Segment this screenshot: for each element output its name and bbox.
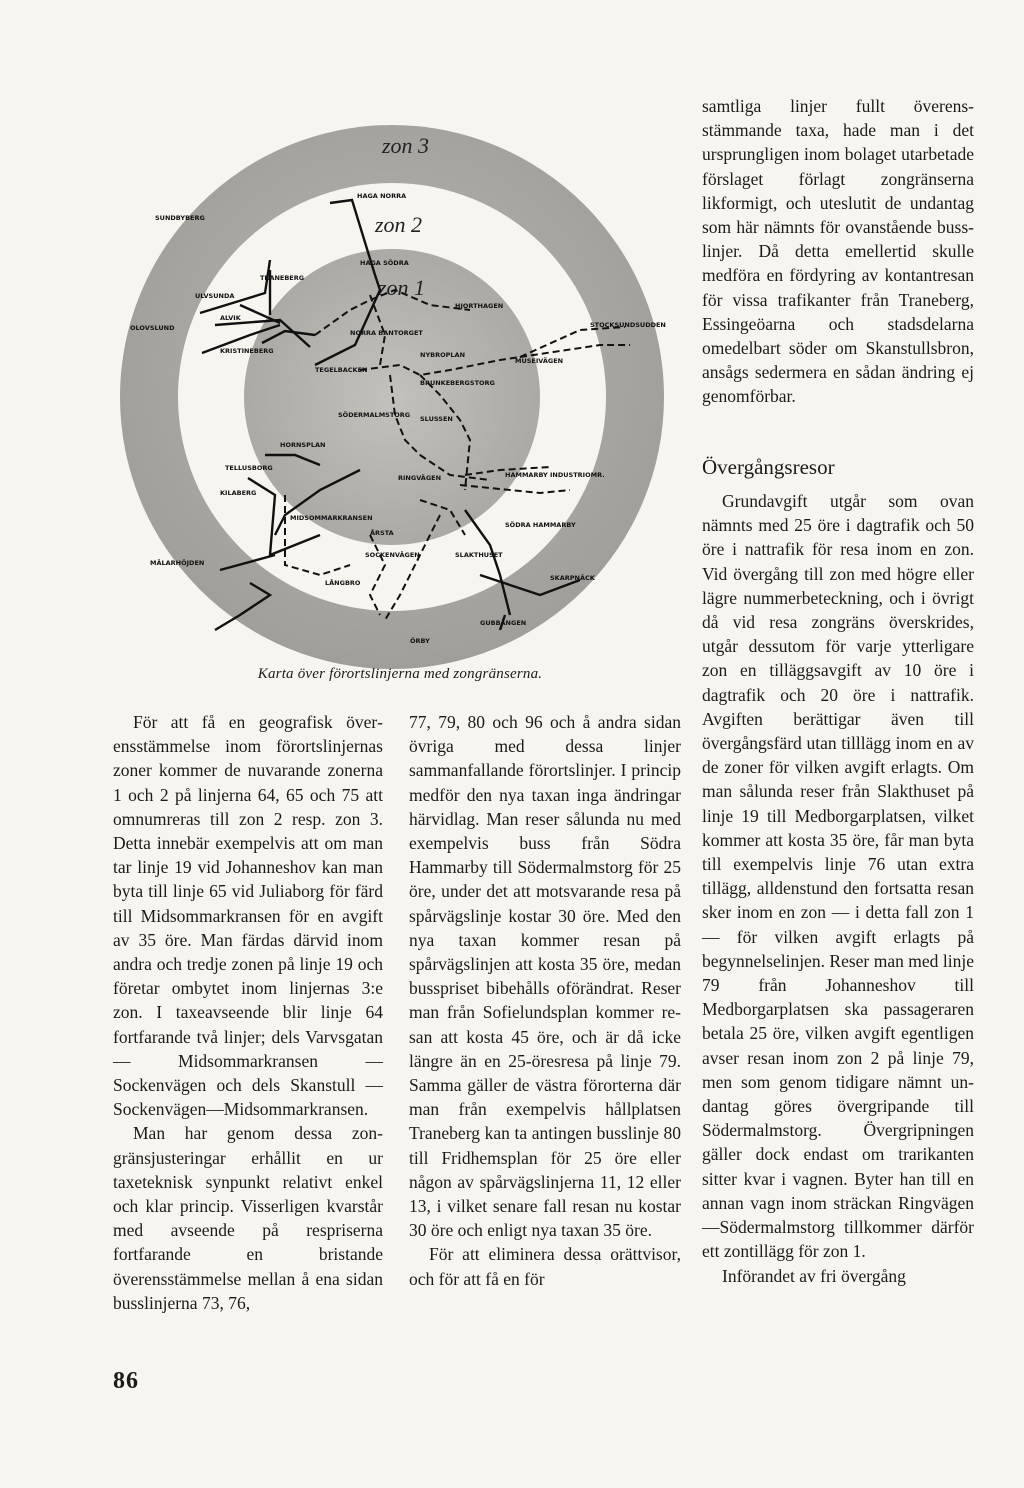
label-norra-bantorget: NORRA BANTORGET: [350, 329, 423, 337]
section-heading: Övergångsresor: [702, 455, 835, 479]
zone1-label: zon 1: [378, 275, 426, 300]
label-skarpnack: SKARPNÄCK: [550, 574, 595, 582]
label-tellusborg: TELLUSBORG: [225, 464, 273, 472]
paragraph: Man har genom dessa zongränsjusteringar erhållit en ur taxeteknisk synpunkt relativt enkel och klar princip. Visserligen kvarstår med avseende på respriserna fortfarande en bristande överensstämmelse mellan å ena sidan busslinjerna 73, 76,: [113, 1123, 383, 1313]
label-museivagen: MUSEIVÄGEN: [515, 357, 564, 365]
column-3-top: [702, 94, 974, 409]
paragraph: samtliga linjer fullt överensstämmande taxa, hade man i det ursprungligen inom bolaget utarbetade förslaget förlagt zongränserna likformigt, och uteslutit de undantag som här nämnts för ovanstående busslinjer. Då detta emellertid skulle medföra en fördyring av kontantresan för vissa trafikanter från Traneberg, Essingeöarna och stadsdelarna omedelbart söder om Skanstullsbron, ansågs sedermera en sådan ändring ej genomförbar.: [702, 96, 974, 407]
label-slussen: SLUSSEN: [420, 415, 453, 423]
label-haga-norra: HAGA NORRA: [357, 192, 407, 200]
label-langbro: LÅNGBRO: [325, 579, 361, 587]
label-tegelbacken: TEGELBACKEN: [315, 366, 368, 374]
column-1: [113, 710, 383, 1315]
label-ringvagen: RINGVÄGEN: [398, 474, 442, 482]
label-kristineberg: KRISTINEBERG: [220, 347, 274, 355]
column-3-bottom: [702, 489, 974, 1288]
paragraph: 77, 79, 80 och 96 och å andra sidan övriga med dessa linjer sammanfallande förortslinjer. I princip medför den nya taxan inga ändringar härvidlag. Man reser sålunda nu med exempelvis buss från Södra Hammarby till Södermalmstorg för 25 öre, under det att motsvarande resa på spårvägslinje kostar 30 öre. Med den nya taxan kommer resan på spårvägslinjen att kosta 35 öre, medan busspriset bibehålls oförändrat. Reser man från Sofielundsplan kommer resan att kosta 45 öre, och är då icke längre än en 25-öresresa på linje 79. Samma gäller de västra förorterna där man från exempelvis hållplatsen Traneberg kan ta antingen busslinje 80 till Fridhemsplan för 25 öre eller någon av spårvägslinjerna 11, 12 eller 13, i vilket senare fall resan nu kostar 30 öre och enligt nya taxan 35 öre.: [409, 712, 681, 1241]
label-midsommarkransen: MIDSOMMARKRANSEN: [290, 514, 373, 522]
zone-map-figure: [120, 95, 680, 695]
label-olovslund: OLOVSLUND: [130, 324, 175, 332]
label-alvik: ALVIK: [220, 314, 241, 322]
figure-caption: Karta över förortslinjerna med zongränserna.: [257, 666, 543, 682]
label-ulvsunda: ULVSUNDA: [195, 292, 235, 300]
zone2-label: zon 2: [375, 212, 423, 237]
label-sundbyberg: SUNDBYBERG: [155, 214, 205, 222]
label-traneberg: TRANEBERG: [260, 274, 305, 282]
zone-map: [120, 95, 680, 695]
paragraph: Införandet av fri övergång: [722, 1265, 906, 1286]
label-orby: ÖRBY: [410, 637, 430, 645]
zone3-label: zon 3: [382, 133, 430, 158]
label-haga-sodra: HAGA SÖDRA: [360, 259, 409, 267]
label-hammarby: HAMMARBY INDUSTRIOMR.: [505, 471, 605, 479]
label-arsta: ÅRSTA: [370, 529, 394, 537]
label-hjorthagen: HJORTHAGEN: [455, 302, 504, 310]
label-slakthuset: SLAKTHUSET: [455, 551, 503, 559]
label-malarhojden: MÄLARHÖJDEN: [150, 559, 205, 567]
paragraph: För att få en geografisk överensstämmelse inom förortslinjernas zoner kommer de nuvarande zonerna 1 och 2 på linjerna 64, 65 och 75 att omnumreras till zon 2 resp. zon 3. Detta innebär exempelvis att om man tar linje 19 vid Johanneshov kan man byta till linje 65 vid Juliaborg för färd till Midsommarkransen för en avgift av 35 öre. Man färdas därvid inom andra och tredje zonen på linje 19 och företar ombytet inom linjernas 3:e zon. I taxeavseende blir linje 64 fortfarande två linjer; dels Varvsgatan — Midsommarkransen — Sockenvägen och dels Skanstull — Sockenvägen—Midsommarkransen.: [113, 712, 383, 1120]
column-2: [409, 710, 681, 1291]
paragraph: Grundavgift utgår som ovan nämnts med 25 öre i dagtrafik och 50 öre i nattrafik för resa inom en zon. Vid övergång till zon med högre eller lägre nummerbeteckning, och i övrigt då vid resa zongräns överskrides, utgår dessutom för varje ytterligare zon en tilläggsavgift av 10 öre i dagtrafik och 20 öre i nattrafik. Avgiften berättigar även till övergångsfärd utan tilllägg inom en av de zoner för vilken avgift erlagts. Om man sålunda reser från Slakthuset på linje 19 till Medborgarplatsen, vilket kommer att kosta 35 öre, får man byta till exempelvis linje 76 utan extra tillägg, alldenstund den fortsatta resan sker inom en zon — i detta fall zon 1 — för vilken avgift erlagts på begynnelselinjen. Reser man med linje 79 från Johanneshov till Medborgarplatsen ska passageraren betala 25 öre, vilken avgift egentligen avser resan inom zon 2 på linje 79, men som genom tidigare nämnt undantag göres övergripande till Södermalmstorg. Övergripningen gäller dock endast om trarikanten sitter kvar i vagnen. Byter han till en annan vagn inom sträckan Ringvägen—Södermalmstorg tillkommer därför ett zontillägg för zon 1.: [702, 491, 974, 1262]
label-kilaberg: KILABERG: [220, 489, 257, 497]
label-sodra-hammarby: SÖDRA HAMMARBY: [505, 521, 576, 529]
label-sockenvagen: SOCKENVÄGEN: [365, 551, 420, 559]
label-hornsplan: HORNSPLAN: [280, 441, 326, 449]
label-sodermalmstorg: SÖDERMALMSTORG: [338, 411, 411, 419]
label-stocksundsudden: STOCKSUNDSUDDEN: [590, 321, 666, 329]
paragraph: För att eliminera dessa orättvisor, och för att få en för: [409, 1244, 681, 1289]
label-brunkebergstorg: BRUNKEBERGSTORG: [420, 379, 495, 387]
label-nybroplan: NYBROPLAN: [420, 351, 466, 359]
page-number: 86: [113, 1368, 139, 1394]
label-gubbangen: GUBBÄNGEN: [480, 619, 527, 627]
